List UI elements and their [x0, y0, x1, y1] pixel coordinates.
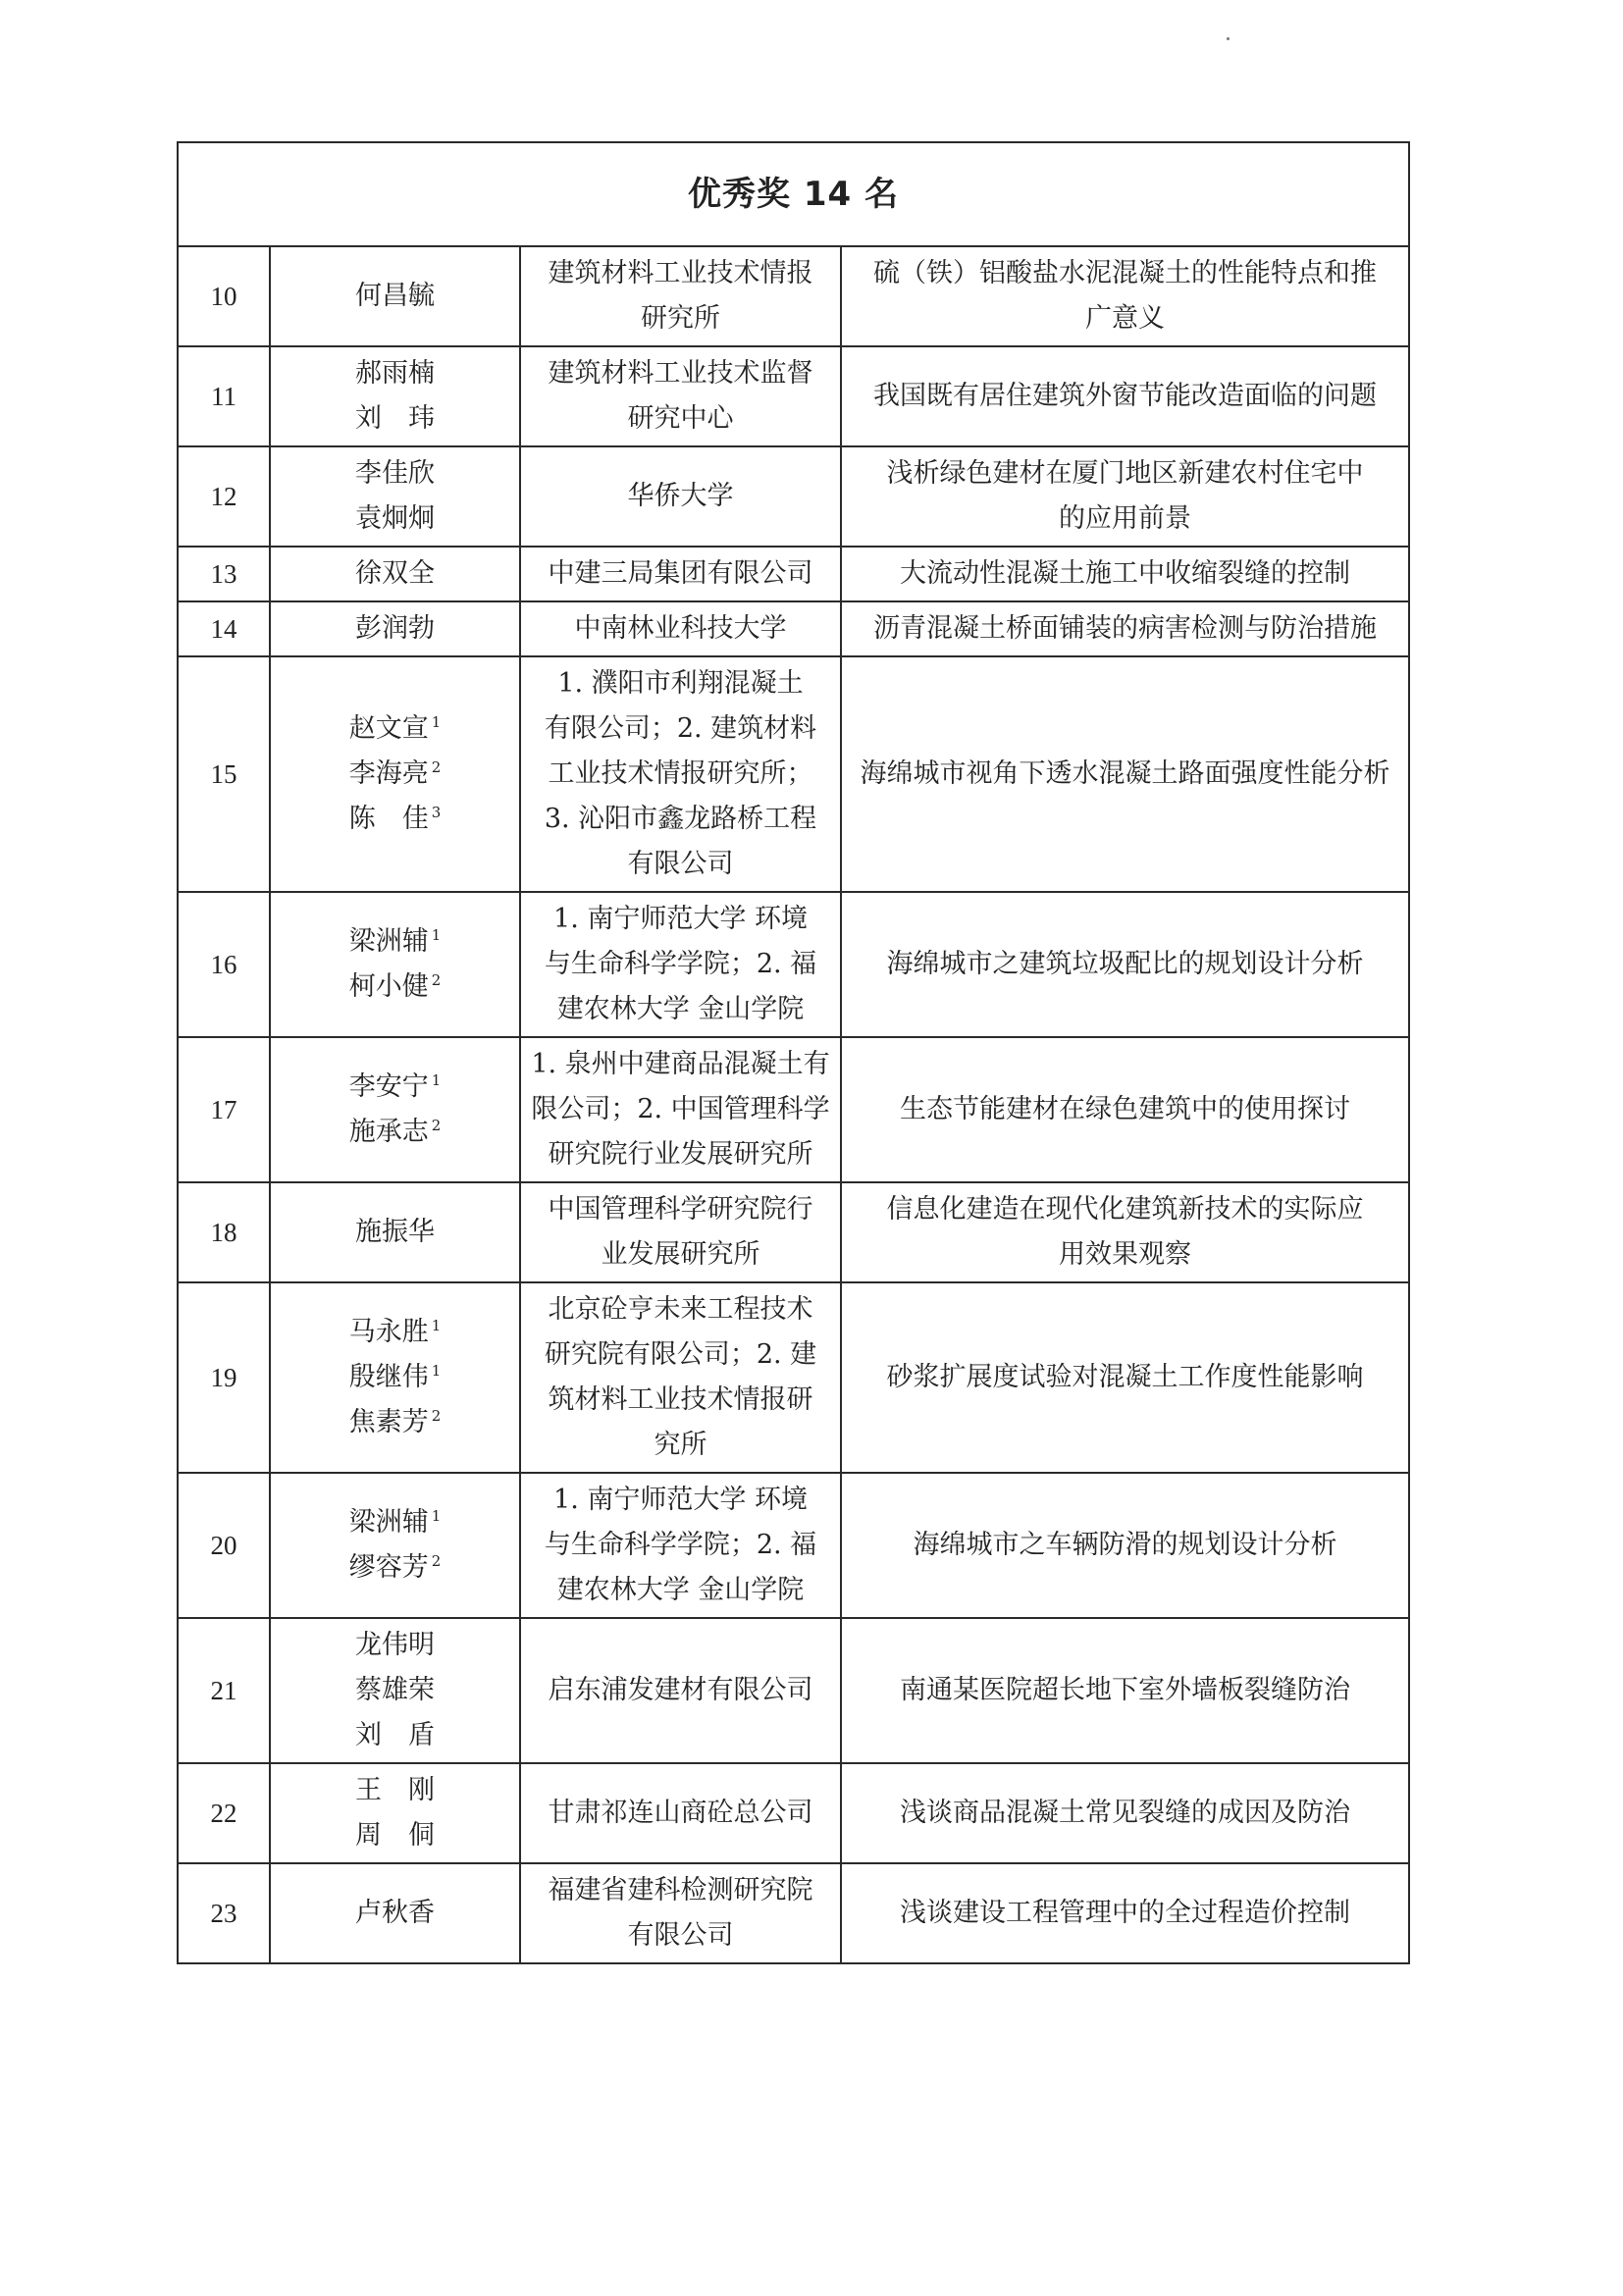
paper-title-cell	[841, 1863, 1409, 1963]
organization-cell	[520, 1763, 841, 1863]
author-name-text: 彭润勃	[355, 613, 435, 644]
paper-title-line: 硫（铁）铝酸盐水泥混凝土的性能特点和推	[873, 258, 1377, 288]
paper-title-cell	[841, 1037, 1409, 1182]
organization-line: 究所	[654, 1430, 707, 1460]
author-name-text: 马永胜	[348, 1317, 429, 1347]
award-table	[177, 141, 1410, 1964]
author-name-text: 施承志	[348, 1117, 429, 1147]
paper-title-line: 浅谈建设工程管理中的全过程造价控制	[900, 1898, 1350, 1928]
authors-cell	[270, 1863, 520, 1963]
affiliation-marker: 1	[431, 1071, 442, 1089]
organization-line: 建农林大学 金山学院	[556, 994, 805, 1024]
organization-line: 业发展研究所	[601, 1239, 760, 1270]
table-row	[178, 246, 1409, 346]
paper-title-line: 的应用前景	[1059, 503, 1191, 534]
organization-line: 北京砼亨未来工程技术	[548, 1294, 813, 1325]
affiliation-marker: 2	[431, 971, 442, 989]
author-name-text: 李安宁	[348, 1071, 429, 1102]
authors-cell	[270, 446, 520, 547]
author-name	[281, 919, 509, 965]
authors-cell	[270, 601, 520, 656]
organization-line: 1. 南宁师范大学 环境	[553, 904, 808, 934]
author-name	[281, 274, 509, 319]
table-row	[178, 892, 1409, 1037]
paper-title-line: 沥青混凝土桥面铺装的病害检测与防治措施	[873, 613, 1377, 644]
table-row	[178, 1863, 1409, 1963]
organization-cell	[520, 547, 841, 601]
row-number: 15	[178, 656, 270, 892]
author-name	[281, 1713, 509, 1758]
author-name	[281, 1500, 509, 1545]
row-number: 16	[178, 892, 270, 1037]
author-name-text: 卢秋香	[355, 1898, 435, 1928]
paper-title-cell	[841, 1473, 1409, 1618]
author-name-text: 周 侗	[355, 1820, 435, 1851]
organization-line: 限公司；2. 中国管理科学	[531, 1094, 830, 1124]
table-row	[178, 1473, 1409, 1618]
author-name	[281, 451, 509, 496]
row-number: 13	[178, 547, 270, 601]
author-name-text: 李海亮	[348, 758, 429, 789]
affiliation-marker: 1	[431, 1507, 442, 1525]
author-name-text: 李佳欣	[355, 458, 435, 489]
authors-cell	[270, 246, 520, 346]
author-name-text: 殷继伟	[348, 1362, 429, 1392]
paper-title-cell	[841, 547, 1409, 601]
organization-line: 与生命科学学院；2. 福	[544, 949, 817, 979]
organization-line: 有限公司	[627, 849, 734, 879]
table-row	[178, 1618, 1409, 1763]
table-row	[178, 446, 1409, 547]
organization-line: 3. 沁阳市鑫龙路桥工程	[544, 804, 817, 834]
paper-title-cell	[841, 346, 1409, 446]
author-name-text: 王 刚	[355, 1775, 435, 1805]
organization-cell	[520, 346, 841, 446]
authors-cell	[270, 656, 520, 892]
row-number: 22	[178, 1763, 270, 1863]
table-row	[178, 601, 1409, 656]
author-name-text: 柯小健	[348, 971, 429, 1002]
author-name	[281, 706, 509, 752]
row-number: 11	[178, 346, 270, 446]
organization-line: 研究院有限公司；2. 建	[544, 1339, 817, 1370]
paper-title-cell	[841, 446, 1409, 547]
affiliation-marker: 2	[431, 1407, 442, 1425]
authors-cell	[270, 892, 520, 1037]
table-row	[178, 1182, 1409, 1282]
organization-cell	[520, 1182, 841, 1282]
organization-cell	[520, 446, 841, 547]
authors-cell	[270, 346, 520, 446]
organization-line: 研究所	[641, 303, 720, 334]
organization-line: 甘肃祁连山商砼总公司	[548, 1798, 813, 1828]
author-name-text: 袁炯炯	[355, 503, 435, 534]
author-name	[281, 752, 509, 797]
author-name-text: 赵文宣	[348, 713, 429, 744]
author-name	[281, 606, 509, 652]
affiliation-marker: 2	[431, 758, 442, 776]
organization-line: 福建省建科检测研究院	[548, 1875, 813, 1905]
organization-line: 建农林大学 金山学院	[556, 1575, 805, 1605]
paper-title-line: 海绵城市之建筑垃圾配比的规划设计分析	[886, 949, 1364, 979]
affiliation-marker: 3	[431, 804, 442, 821]
organization-line: 中国管理科学研究院行	[548, 1194, 813, 1225]
organization-cell	[520, 1473, 841, 1618]
author-name	[281, 965, 509, 1010]
title-row	[178, 142, 1409, 246]
row-number: 20	[178, 1473, 270, 1618]
author-name	[281, 1355, 509, 1400]
author-name	[281, 351, 509, 396]
author-name-text: 刘 盾	[355, 1720, 435, 1750]
row-number: 14	[178, 601, 270, 656]
row-number: 12	[178, 446, 270, 547]
organization-line: 启东浦发建材有限公司	[548, 1675, 813, 1705]
author-name	[281, 496, 509, 542]
organization-line: 研究院行业发展研究所	[548, 1139, 813, 1170]
paper-title-line: 海绵城市之车辆防滑的规划设计分析	[913, 1530, 1337, 1560]
organization-line: 工业技术情报研究所；	[548, 758, 813, 789]
table-row	[178, 547, 1409, 601]
organization-cell	[520, 246, 841, 346]
author-name-text: 徐双全	[355, 558, 435, 589]
paper-title-cell	[841, 656, 1409, 892]
author-name-text: 梁洲辅	[348, 926, 429, 957]
author-name	[281, 1065, 509, 1110]
authors-cell	[270, 1763, 520, 1863]
author-name	[281, 396, 509, 442]
authors-cell	[270, 547, 520, 601]
author-name	[281, 1813, 509, 1858]
organization-line: 筑材料工业技术情报研	[548, 1384, 813, 1415]
paper-title-line: 大流动性混凝土施工中收缩裂缝的控制	[900, 558, 1350, 589]
table-row	[178, 656, 1409, 892]
author-name-text: 郝雨楠	[355, 358, 435, 389]
organization-cell	[520, 1037, 841, 1182]
paper-title-cell	[841, 601, 1409, 656]
author-name-text: 何昌毓	[355, 281, 435, 311]
author-name-text: 刘 玮	[355, 403, 435, 434]
organization-line: 有限公司	[627, 1920, 734, 1951]
author-name	[281, 551, 509, 597]
award-table-body	[178, 142, 1409, 1963]
authors-cell	[270, 1618, 520, 1763]
row-number: 21	[178, 1618, 270, 1763]
organization-cell	[520, 1618, 841, 1763]
table-title: 优秀奖 14 名	[178, 142, 1409, 246]
row-number: 23	[178, 1863, 270, 1963]
author-name	[281, 1210, 509, 1255]
organization-line: 建筑材料工业技术情报	[548, 258, 813, 288]
organization-line: 有限公司；2. 建筑材料	[544, 713, 817, 744]
affiliation-marker: 1	[431, 926, 442, 944]
organization-cell	[520, 892, 841, 1037]
affiliation-marker: 2	[431, 1552, 442, 1570]
affiliation-marker: 1	[431, 1317, 442, 1334]
author-name	[281, 1623, 509, 1668]
author-name-text: 龙伟明	[355, 1630, 435, 1660]
organization-line: 中建三局集团有限公司	[548, 558, 813, 589]
organization-cell	[520, 601, 841, 656]
organization-line: 建筑材料工业技术监督	[548, 358, 813, 389]
author-name	[281, 1310, 509, 1355]
author-name	[281, 1891, 509, 1936]
paper-title-line: 生态节能建材在绿色建筑中的使用探讨	[900, 1094, 1350, 1124]
author-name	[281, 1110, 509, 1155]
author-name-text: 陈 佳	[348, 804, 429, 834]
organization-line: 1. 濮阳市利翔混凝土	[557, 668, 804, 699]
authors-cell	[270, 1037, 520, 1182]
organization-line: 1. 南宁师范大学 环境	[553, 1485, 808, 1515]
paper-title-line: 浅析绿色建材在厦门地区新建农村住宅中	[886, 458, 1364, 489]
paper-title-line: 我国既有居住建筑外窗节能改造面临的问题	[873, 381, 1377, 411]
author-name	[281, 1545, 509, 1591]
author-name	[281, 1668, 509, 1713]
paper-title-cell	[841, 1763, 1409, 1863]
affiliation-marker: 2	[431, 1117, 442, 1134]
paper-title-cell	[841, 892, 1409, 1037]
organization-line: 华侨大学	[627, 481, 734, 511]
table-row	[178, 1282, 1409, 1473]
paper-title-line: 砂浆扩展度试验对混凝土工作度性能影响	[886, 1362, 1364, 1392]
scan-speck	[1227, 37, 1230, 40]
organization-line: 研究中心	[627, 403, 734, 434]
organization-line: 与生命科学学院；2. 福	[544, 1530, 817, 1560]
paper-title-cell	[841, 246, 1409, 346]
paper-title-line: 海绵城市视角下透水混凝土路面强度性能分析	[860, 758, 1390, 789]
author-name-text: 梁洲辅	[348, 1507, 429, 1538]
row-number: 10	[178, 246, 270, 346]
organization-line: 1. 泉州中建商品混凝土有	[531, 1049, 830, 1079]
author-name-text: 施振华	[355, 1217, 435, 1247]
table-row	[178, 1763, 1409, 1863]
organization-cell	[520, 1282, 841, 1473]
authors-cell	[270, 1182, 520, 1282]
row-number: 19	[178, 1282, 270, 1473]
row-number: 18	[178, 1182, 270, 1282]
author-name	[281, 1400, 509, 1445]
authors-cell	[270, 1473, 520, 1618]
author-name-text: 蔡雄荣	[355, 1675, 435, 1705]
affiliation-marker: 1	[431, 713, 442, 731]
organization-cell	[520, 1863, 841, 1963]
author-name-text: 缪容芳	[348, 1552, 429, 1583]
paper-title-line: 广意义	[1085, 303, 1165, 334]
affiliation-marker: 1	[431, 1362, 442, 1380]
paper-title-cell	[841, 1182, 1409, 1282]
authors-cell	[270, 1282, 520, 1473]
paper-title-cell	[841, 1282, 1409, 1473]
paper-title-line: 用效果观察	[1059, 1239, 1191, 1270]
paper-title-cell	[841, 1618, 1409, 1763]
author-name	[281, 1768, 509, 1813]
author-name-text: 焦素芳	[348, 1407, 429, 1437]
author-name	[281, 797, 509, 842]
paper-title-line: 信息化建造在现代化建筑新技术的实际应	[886, 1194, 1364, 1225]
organization-cell	[520, 656, 841, 892]
paper-title-line: 南通某医院超长地下室外墙板裂缝防治	[900, 1675, 1350, 1705]
table-row	[178, 346, 1409, 446]
organization-line: 中南林业科技大学	[574, 613, 787, 644]
row-number: 17	[178, 1037, 270, 1182]
paper-title-line: 浅谈商品混凝土常见裂缝的成因及防治	[900, 1798, 1350, 1828]
table-row	[178, 1037, 1409, 1182]
